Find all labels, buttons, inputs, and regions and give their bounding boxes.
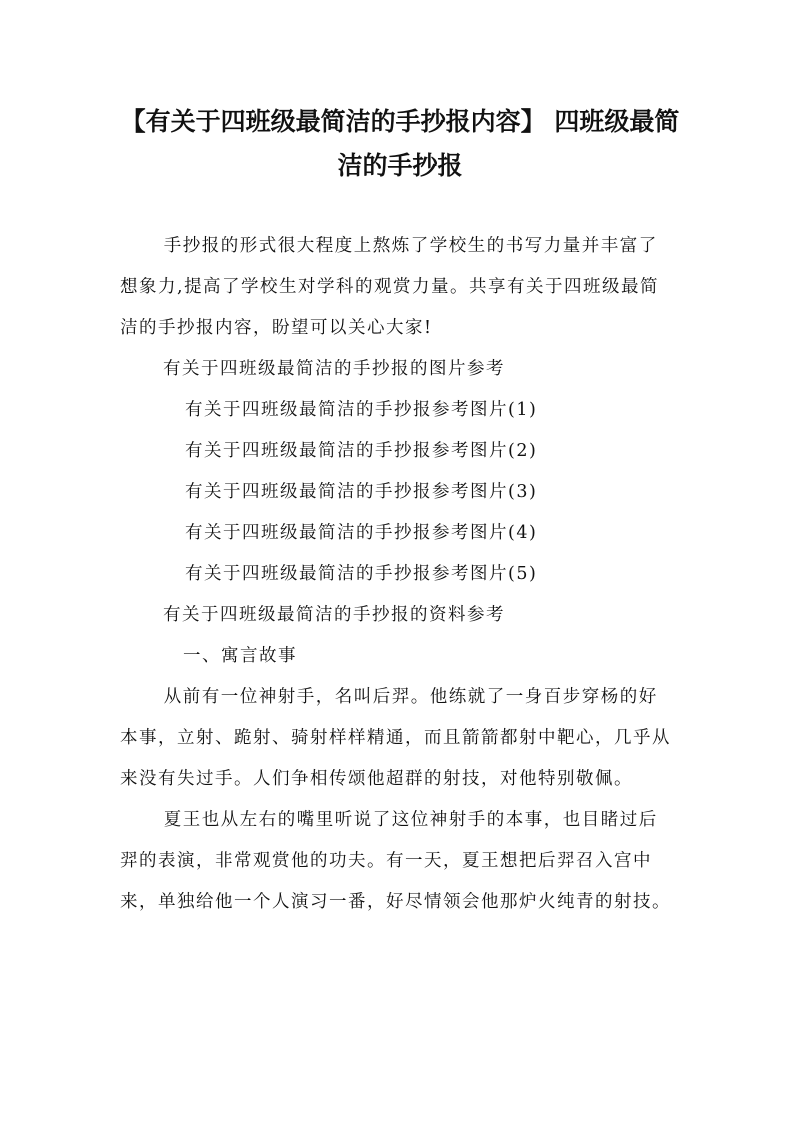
story-paragraph: 夏王也从左右的嘴里听说了这位神射手的本事，也目睹过后羿的表演，非常观赏他的功夫。有一天，夏王想把后羿召入宫中来，单独给他一个人演习一番，好尽情领会他那炉火纯青的射技。 xyxy=(120,810,671,912)
story-paragraph: 从前有一位神射手，名叫后羿。他练就了一身百步穿杨的好本事，立射、跪射、骑射样样精通，而且箭箭都射中靶心，几乎从来没有失过手。人们争相传颂他超群的射技，对他特别敬佩。 xyxy=(120,687,671,789)
document-body xyxy=(120,226,676,923)
document-title: 【有关于四班级最简洁的手抄报内容】 四班级最简洁的手抄报 xyxy=(120,107,680,180)
image-ref-item: 有关于四班级最简洁的手抄报参考图片(4) xyxy=(185,523,538,543)
subsection-heading: 一、寓言故事 xyxy=(183,646,297,666)
image-ref-item: 有关于四班级最简洁的手抄报参考图片(5) xyxy=(185,564,538,584)
image-section-heading: 有关于四班级最简洁的手抄报的图片参考 xyxy=(163,359,505,379)
image-ref-item: 有关于四班级最简洁的手抄报参考图片(2) xyxy=(185,441,538,461)
intro-paragraph: 手抄报的形式很大程度上熬炼了学校生的书写力量并丰富了想象力,提高了学校生对学科的观赏力量。共享有关于四班级最简洁的手抄报内容，盼望可以关心大家! xyxy=(120,236,660,338)
image-ref-item: 有关于四班级最简洁的手抄报参考图片(3) xyxy=(185,482,538,502)
material-section-heading: 有关于四班级最简洁的手抄报的资料参考 xyxy=(163,605,505,625)
image-ref-item: 有关于四班级最简洁的手抄报参考图片(1) xyxy=(185,400,538,420)
